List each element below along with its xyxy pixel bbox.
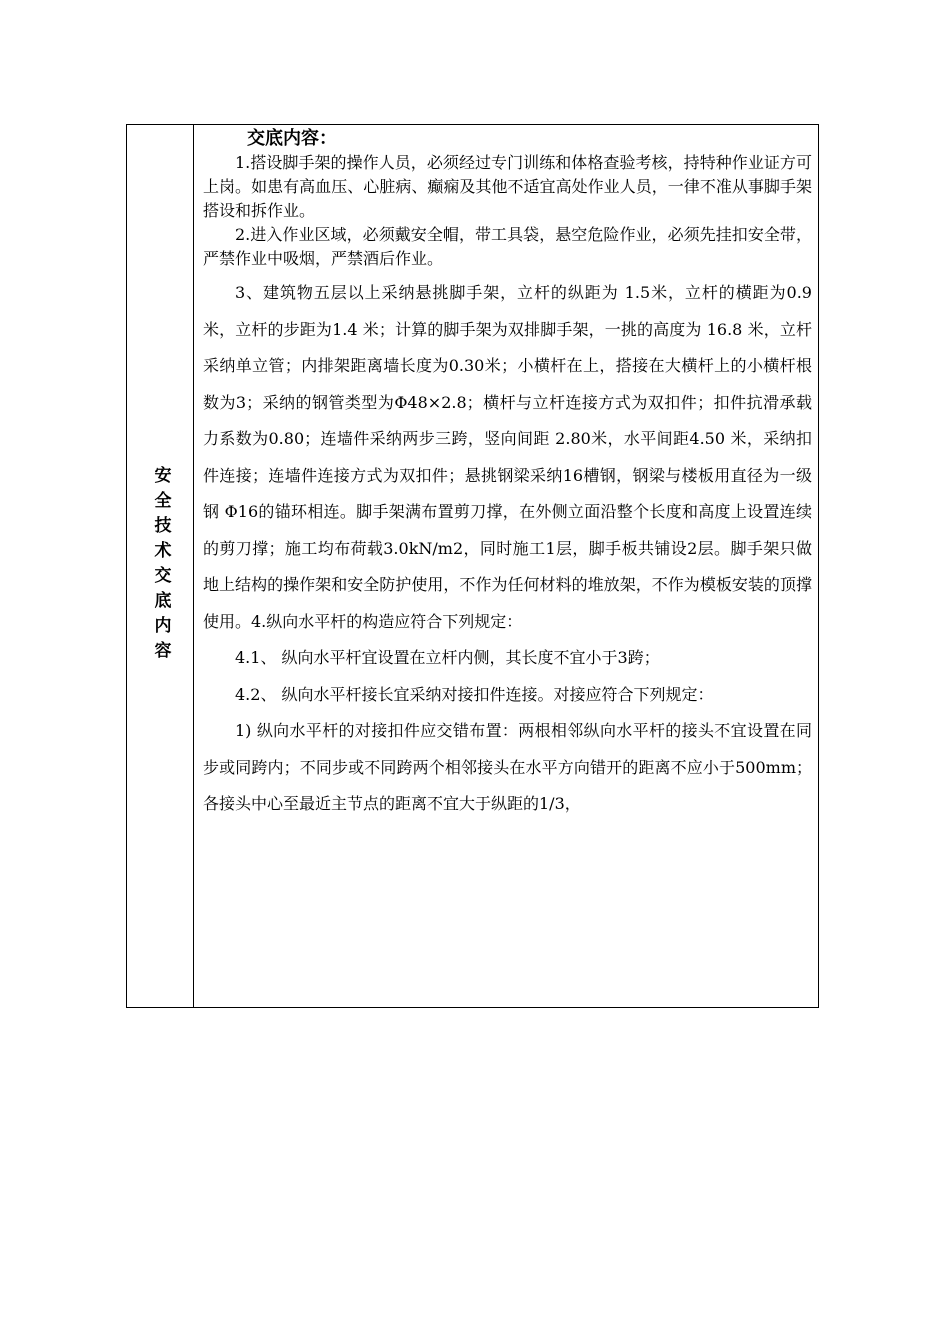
content-heading: 交底内容： [247,128,337,149]
paragraph-2: 2.进入作业区域，必须戴安全帽，带工具袋，悬空危险作业，必须先挂扣安全带，严禁作业中吸烟，严禁酒后作业。 [203,225,812,268]
paragraph-rule-1: 1) 纵向水平杆的对接扣件应交错布置：两根相邻纵向水平杆的接头不宜设置在同步或同跨内；不同步或不同跨两个相邻接头在水平方向错开的距离不应小于500mm；各接头中心至最近主节点的距离不宜大于纵距的1/3， [203,721,812,813]
content-cell [194,125,818,1007]
disclosure-table [126,124,819,1008]
paragraph-1: 1.搭设脚手架的操作人员，必须经过专门训练和体格查验考核，持特种作业证方可上岗。如患有高血压、心脏病、癫痫及其他不适宜高处作业人员，一律不准从事脚手架搭设和拆作业。 [203,153,812,220]
side-label: 安全技术交底内容 [150,466,171,666]
paragraph-3: 3、建筑物五层以上采纳悬挑脚手架，立杆的纵距为 1.5米，立杆的横距为0.9米，立杆的步距为1.4 米；计算的脚手架为双排脚手架，一挑的高度为 16.8 米，立杆采纳单立管；内排架距离墙长度为0.30米；小横杆在上，搭接在大横杆上的小横杆根数为3；采纳的钢管类型为Φ48×2.8；横杆与立杆连接方式为双扣件；扣件抗滑承载力系数为0.80；连墙件采纳两步三跨，竖向间距 2.80米，水平间距4.50 米，采纳扣件连接；连墙件连接方式为双扣件；悬挑钢梁采纳16槽钢，钢梁与楼板用直径为一级钢 Φ16的锚环相连。脚手架满布置剪刀撑，在外侧立面沿整个长度和高度上设置连续的剪刀撑；施工均布荷载3.0kN/m2，同时施工1层，脚手板共铺设2层。脚手架只做地上结构的操作架和安全防护使用，不作为任何材料的堆放架，不作为模板安装的顶撑使用。4.纵向水平杆的构造应符合下列规定： [203,283,812,631]
side-label-cell [127,125,194,1007]
paragraph-4-2: 4.2、 纵向水平杆接长宜采纳对接扣件连接。对接应符合下列规定： [235,684,714,704]
paragraph-4-1: 4.1、 纵向水平杆宜设置在立杆内侧，其长度不宜小于3跨； [235,648,660,667]
